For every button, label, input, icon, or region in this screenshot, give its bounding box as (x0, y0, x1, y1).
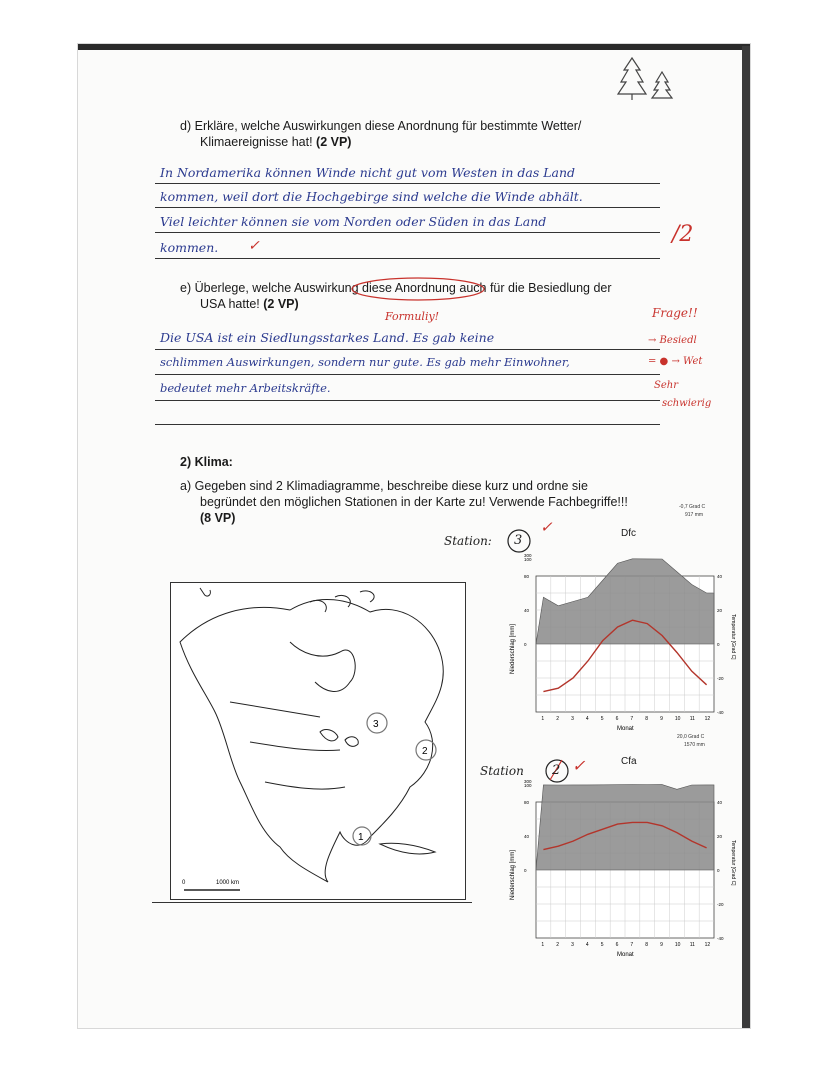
left-tick-label: 40 (524, 608, 530, 613)
rule (155, 374, 660, 375)
answer-d-line-3: Viel leichter können sie vom Norden oder Süden in das Land (160, 214, 547, 229)
x-tick-label: 10 (674, 942, 681, 948)
precipitation-area (536, 785, 714, 870)
left-tick-label: 0 (524, 642, 527, 647)
climate-chart-dfc (500, 554, 740, 734)
x-tick-label: 5 (600, 942, 604, 948)
north-america-map (170, 582, 466, 900)
section-2-title: 2) Klima: (180, 455, 233, 469)
x-tick-label: 8 (645, 716, 649, 722)
station-3-number: 3 (514, 533, 523, 548)
note-arrow-w: = ● → Wet (648, 356, 703, 367)
x-tick-label: 9 (660, 942, 663, 948)
left-tick-label: 100 (524, 557, 532, 562)
x-tick-label: 1 (541, 942, 545, 948)
left-tick-label: 100 (524, 783, 532, 788)
answer-e-line-3: bedeutet mehr Arbeitskräfte. (160, 381, 331, 395)
x-tick-label: 8 (645, 942, 649, 948)
left-tick-label: 0 (524, 868, 527, 873)
x-tick-label: 4 (585, 942, 589, 948)
right-tick-label: 40 (717, 800, 723, 805)
left-tick-label: 300 (524, 554, 532, 558)
x-tick-label: 2 (556, 942, 560, 948)
note-formul: Formuliy! (385, 310, 440, 323)
y-axis-label: Niederschlag [mm] (510, 849, 516, 900)
station-3-label: Station: (444, 534, 492, 548)
x-tick-label: 3 (571, 716, 574, 722)
x-tick-label: 5 (600, 716, 604, 722)
answer-d-line-2: kommen, weil dort die Hochgebirge sind welche die Winde abhält. (160, 189, 583, 204)
x-axis-label: Monat (617, 952, 634, 958)
note-frage: Frage!! (652, 306, 698, 320)
x-tick-label: 11 (689, 716, 695, 722)
answer-e-line-1: Die USA ist ein Siedlungsstarkes Land. Es gab keine (160, 330, 495, 345)
page-top-shadow (78, 44, 750, 50)
task-e-line1: Überlege, welche Auswirkung diese Anordnung auch für die Besiedlung der (194, 281, 612, 295)
station-2-number: 2 (552, 763, 561, 778)
task-e-label: e) (180, 281, 192, 295)
right-tick-label: 0 (717, 642, 720, 647)
y-axis-right-label: Temperatur [Grad C] (730, 840, 736, 886)
task-d-question (180, 118, 650, 150)
left-tick-label: 300 (524, 780, 532, 784)
left-tick-label: 80 (524, 574, 530, 579)
x-tick-label: 12 (704, 942, 711, 948)
score-d: /2 (672, 222, 694, 247)
chart-1-precip-annotation: 917 mm (685, 512, 704, 518)
chart-1-temp-annotation: -0,7 Grad C (679, 504, 706, 510)
x-tick-label: 1 (541, 716, 545, 722)
x-tick-label: 3 (571, 942, 574, 948)
x-tick-label: 9 (660, 716, 663, 722)
y-axis-right-label: Temperatur [Grad C] (730, 614, 736, 660)
circle-annotation (348, 276, 488, 302)
check-mark-icon: ✓ (248, 238, 260, 254)
right-tick-label: -20 (717, 676, 724, 681)
right-tick-label: 0 (717, 868, 720, 873)
right-tick-label: 40 (717, 574, 723, 579)
right-tick-label: -20 (717, 902, 724, 907)
station-2-check-icon: ✓ (572, 756, 586, 775)
x-tick-label: 7 (630, 716, 634, 722)
rule (155, 232, 660, 233)
answer-d-line-1: In Nordamerika können Winde nicht gut vom Westen in das Land (160, 165, 576, 180)
x-tick-label: 6 (615, 716, 619, 722)
x-axis-label: Monat (617, 726, 634, 732)
x-tick-label: 12 (704, 716, 711, 722)
note-sehr: Sehr (654, 380, 678, 391)
answer-d-line-4: kommen. (160, 240, 219, 255)
climate-chart-cfa (500, 780, 740, 960)
map-marker-1: 1 (358, 832, 364, 843)
map-scale-zero: 0 (182, 880, 186, 886)
task-e-line2: USA hatte! (200, 297, 260, 311)
rule (155, 349, 660, 350)
x-tick-label: 2 (556, 716, 560, 722)
y-axis-label: Niederschlag [mm] (510, 623, 516, 674)
chart-1-title: Dfc (621, 528, 636, 539)
map-marker-3: 3 (373, 719, 379, 730)
station-2-label: Station (480, 764, 524, 778)
right-tick-label: 20 (717, 608, 723, 613)
rule (155, 400, 660, 401)
rule (152, 902, 472, 903)
station-3-check-icon: ✓ (540, 518, 553, 536)
rule (155, 424, 660, 425)
chart-2-temp-annotation: 20,0 Grad C (677, 734, 705, 740)
tree-doodle-icon (612, 52, 682, 102)
x-tick-label: 10 (674, 716, 681, 722)
note-besiedl: → Besiedl (648, 335, 697, 346)
task-e-points: (2 VP) (263, 297, 299, 311)
map-marker-2: 2 (422, 746, 428, 757)
rule (155, 258, 660, 259)
left-tick-label: 80 (524, 800, 530, 805)
task-d-label: d) (180, 119, 192, 133)
page-binding (742, 46, 750, 1028)
right-tick-label: -40 (717, 710, 724, 715)
chart-2-precip-annotation: 1570 mm (684, 742, 705, 748)
x-tick-label: 6 (615, 942, 619, 948)
map-scale-label: 1000 km (216, 880, 240, 886)
task-2a-question: a) Gegeben sind 2 Klimadiagramme, beschreibe diese kurz und ordne sie begründet den möglichen Stationen in der Karte zu! Verwende Fachbegriffe!!! (8 VP) (180, 479, 628, 525)
rule (155, 207, 660, 208)
x-tick-label: 11 (689, 942, 695, 948)
answer-e-line-2: schlimmen Auswirkungen, sondern nur gute. Es gab mehr Einwohner, (160, 355, 570, 369)
x-tick-label: 7 (630, 942, 634, 948)
task-d-points: (2 VP) (316, 135, 352, 149)
chart-2-title: Cfa (621, 756, 637, 767)
x-tick-label: 4 (585, 716, 589, 722)
task-d-line2: Klimaereignisse hat! (200, 135, 313, 149)
rule (155, 183, 660, 184)
task-d-line1: Erkläre, welche Auswirkungen diese Anordnung für bestimmte Wetter/ (194, 119, 582, 133)
right-tick-label: -40 (717, 936, 724, 941)
note-schwierig: schwierig (662, 398, 712, 409)
right-tick-label: 20 (717, 834, 723, 839)
left-tick-label: 40 (524, 834, 530, 839)
